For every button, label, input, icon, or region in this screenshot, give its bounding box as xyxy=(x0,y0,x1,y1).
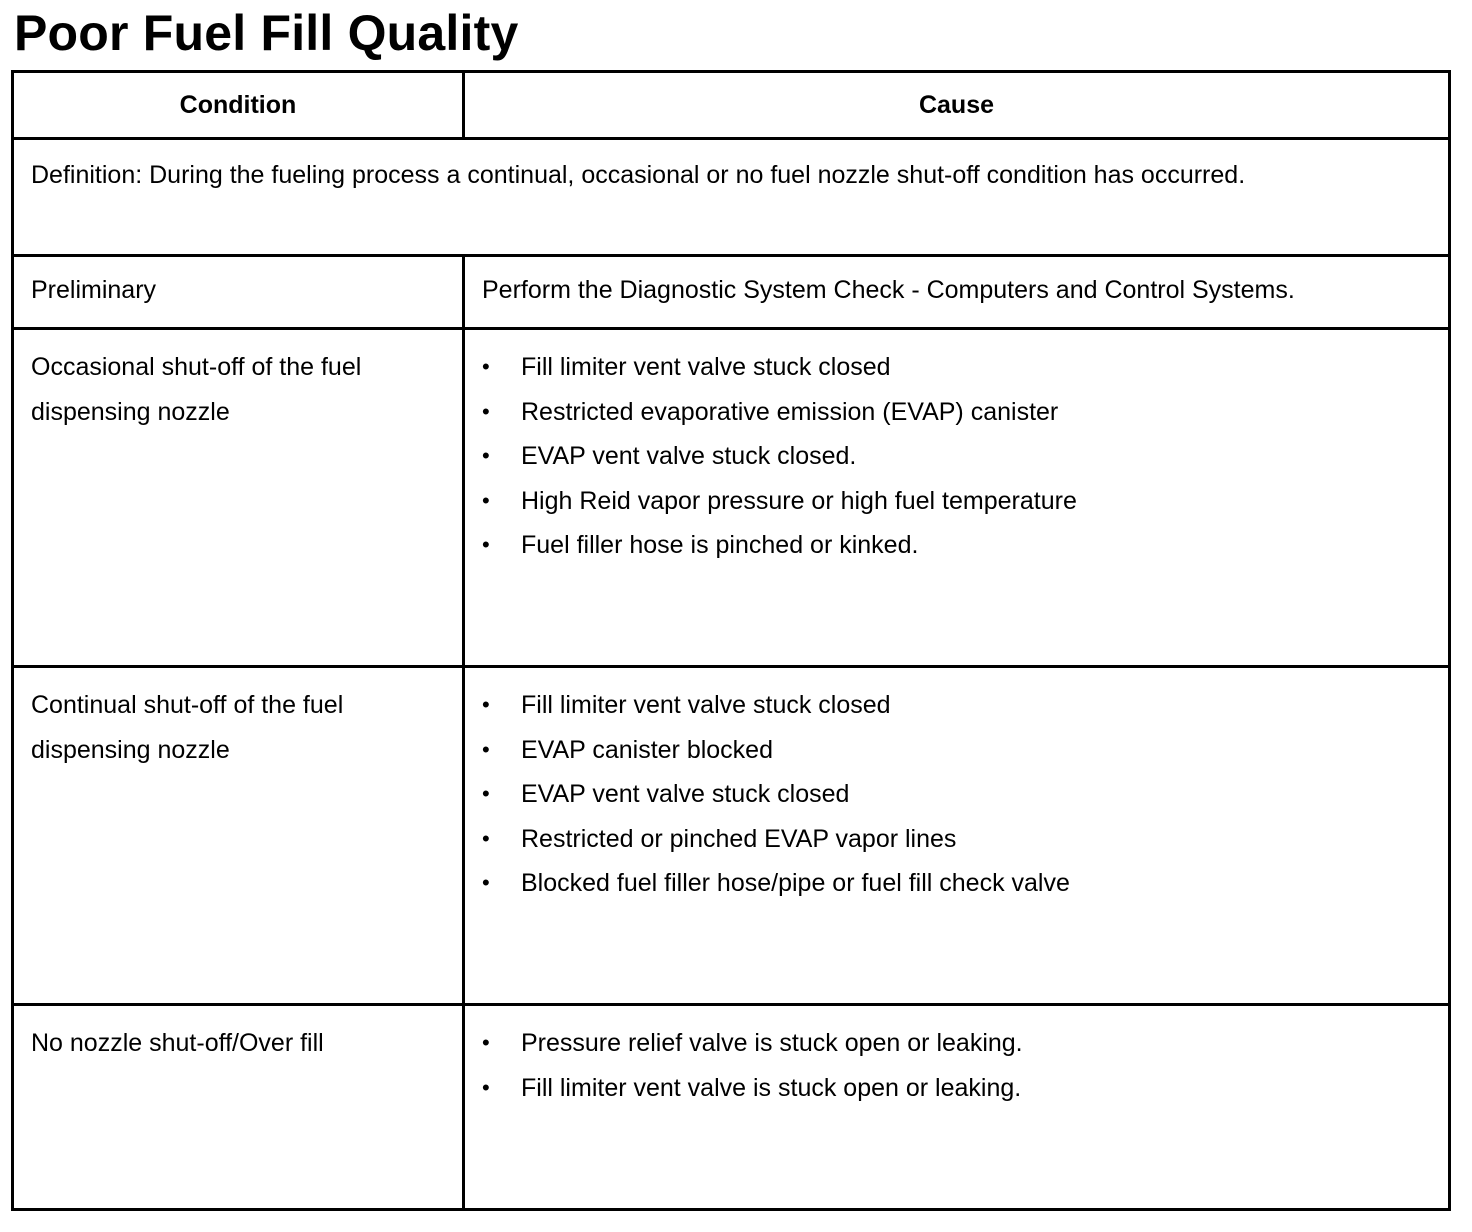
list-item xyxy=(482,861,1431,906)
cause-cell xyxy=(464,329,1450,667)
bullet-icon: • xyxy=(482,781,490,807)
cause-text: EVAP canister blocked xyxy=(521,735,773,764)
table-row xyxy=(13,1005,1450,1210)
preliminary-condition-cell xyxy=(13,256,464,329)
list-item xyxy=(482,434,1431,479)
list-item xyxy=(482,1066,1431,1111)
list-item xyxy=(482,817,1431,862)
cause-cell xyxy=(464,667,1450,1005)
list-item xyxy=(482,1021,1431,1066)
header-row xyxy=(13,72,1450,139)
table-row xyxy=(13,667,1450,1005)
definition-text: Definition: During the fueling process a continual, occasional or no fuel nozzle shut-off condition has occurred. xyxy=(31,161,1246,189)
condition-cell xyxy=(13,667,464,1005)
cause-text: Restricted or pinched EVAP vapor lines xyxy=(521,824,957,853)
list-item xyxy=(482,523,1431,568)
condition-header: Condition xyxy=(13,72,464,139)
preliminary-row xyxy=(13,256,1450,329)
cause-header: Cause xyxy=(464,72,1450,139)
condition-text: Continual shut-off of the fuel dispensing nozzle xyxy=(31,691,344,764)
cause-text: Fill limiter vent valve stuck closed xyxy=(521,691,891,719)
cause-text: Fill limiter vent valve is stuck open or leaking. xyxy=(521,1073,1022,1102)
cause-text: Blocked fuel filler hose/pipe or fuel fill check valve xyxy=(521,869,1070,898)
page-title: Poor Fuel Fill Quality xyxy=(14,5,519,61)
table-row xyxy=(13,329,1450,667)
bullet-icon: • xyxy=(482,354,490,379)
list-item xyxy=(482,772,1431,817)
cause-text: Pressure relief valve is stuck open or leaking. xyxy=(521,1029,1023,1057)
bullet-icon: • xyxy=(482,487,490,513)
cause-text: EVAP vent valve stuck closed. xyxy=(521,442,857,471)
list-item xyxy=(482,479,1431,524)
cause-text: Fill limiter vent valve stuck closed xyxy=(521,353,891,381)
preliminary-condition-text: Preliminary xyxy=(31,276,157,304)
bullet-icon: • xyxy=(482,825,490,851)
cause-text: Restricted evaporative emission (EVAP) canister xyxy=(521,397,1059,426)
list-item xyxy=(482,345,1431,390)
list-item xyxy=(482,390,1431,435)
cause-cell xyxy=(464,1005,1450,1210)
cause-list xyxy=(482,1021,1431,1110)
bullet-icon: • xyxy=(482,736,490,762)
preliminary-cause-cell xyxy=(464,256,1450,329)
list-item xyxy=(482,728,1431,773)
cause-list xyxy=(482,683,1431,906)
bullet-icon: • xyxy=(482,532,490,558)
bullet-icon: • xyxy=(482,1074,490,1100)
bullet-icon: • xyxy=(482,1030,490,1055)
preliminary-cause-text: Perform the Diagnostic System Check - Computers and Control Systems. xyxy=(482,276,1295,304)
cause-list xyxy=(482,345,1431,568)
cause-text: EVAP vent valve stuck closed xyxy=(521,780,850,809)
condition-cell xyxy=(13,1005,464,1210)
condition-text: Occasional shut-off of the fuel dispensing nozzle xyxy=(31,353,362,426)
diagnostic-table xyxy=(11,70,1451,1211)
bullet-icon: • xyxy=(482,692,490,717)
bullet-icon: • xyxy=(482,870,490,896)
definition-row xyxy=(13,139,1450,256)
cause-text: Fuel filler hose is pinched or kinked. xyxy=(521,531,919,560)
list-item xyxy=(482,683,1431,728)
bullet-icon: • xyxy=(482,398,490,424)
definition-cell xyxy=(13,139,1450,256)
condition-cell xyxy=(13,329,464,667)
cause-text: High Reid vapor pressure or high fuel temperature xyxy=(521,486,1077,515)
bullet-icon: • xyxy=(482,443,490,469)
condition-text: No nozzle shut-off/Over fill xyxy=(31,1029,324,1057)
